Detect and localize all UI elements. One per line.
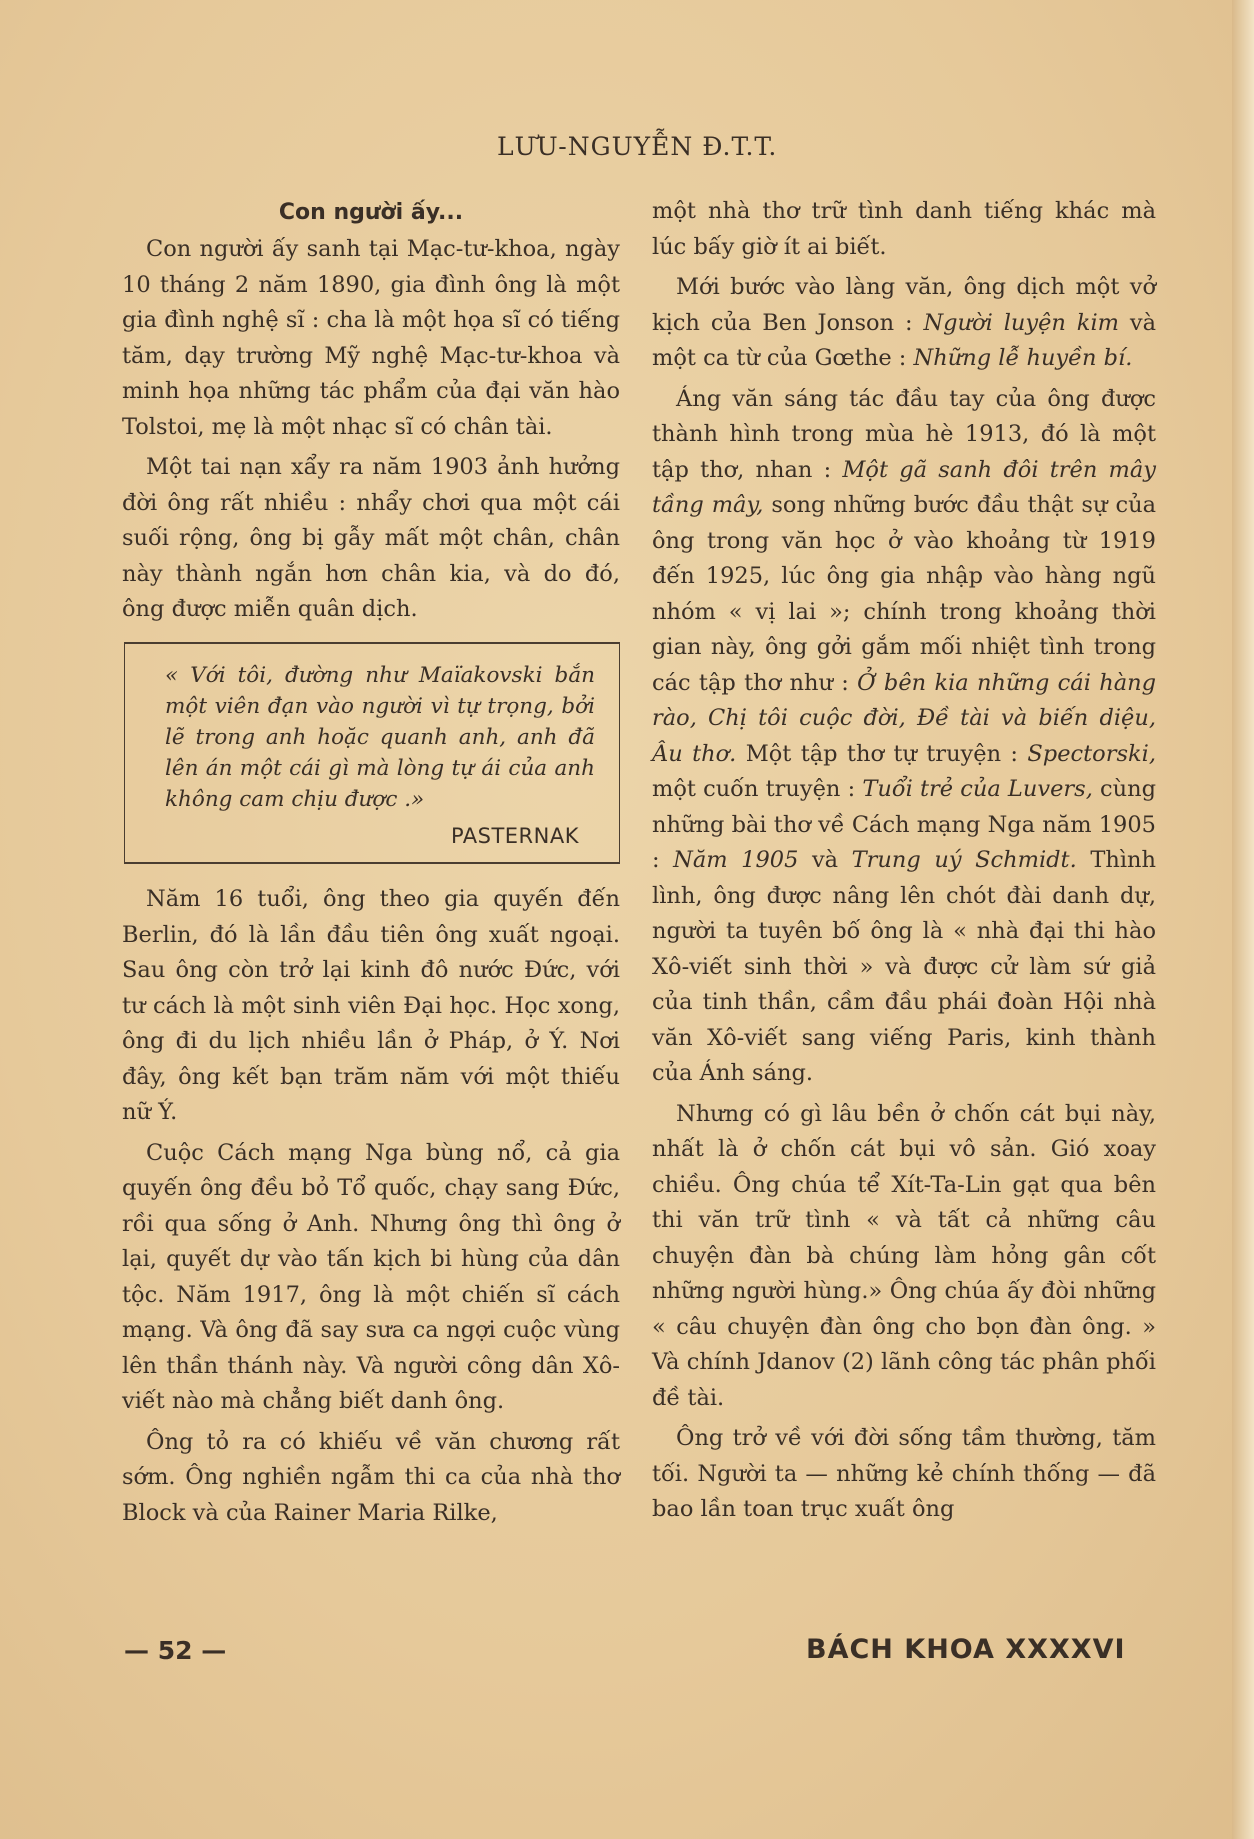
book-title: Năm 1905 xyxy=(673,847,799,873)
book-title: Trung uý Schmidt. xyxy=(851,847,1077,873)
pull-quote-box xyxy=(124,642,620,865)
paragraph: Cuộc Cách mạng Nga bùng nổ, cả gia quyến ông đều bỏ Tổ quốc, chạy sang Đức, rồi qua sống ở Anh. Nhưng ông thì ông ở lại, quyết dự vào tấn kịch bi hùng của dân tộc. Năm 1917, ông là một chiến sĩ cách mạng. Và ông đã say sưa ca ngợi cuộc vùng lên thần thánh này. Và người công dân Xô-viết nào mà chẳng biết danh ông. xyxy=(122,1139,620,1414)
text-run: Áng văn sáng tác đầu tay của ông được thành hình trong mùa hè 1913, đó là một tập thơ, nhan : xyxy=(652,385,1156,483)
paragraph xyxy=(652,270,1156,377)
paragraph: Con người ấy sanh tại Mạc-tư-khoa, ngày 10 tháng 2 năm 1890, gia đình ông là một gia đình nghệ sĩ : cha là một họa sĩ có tiếng tăm, dạy trường Mỹ nghệ Mạc-tư-khoa và minh họa những tác phẩm của đại văn hào Tolstoi, mẹ là một nhạc sĩ có chân tài. xyxy=(122,236,620,440)
left-column xyxy=(122,196,620,1531)
book-title: Một gã sanh đôi trên mây tầng mây, xyxy=(652,456,1156,518)
publication-name: BÁCH KHOA XXXXVI xyxy=(806,1634,1126,1665)
book-title: Tuổi trẻ của Luvers, xyxy=(862,776,1093,802)
paragraph xyxy=(652,382,1156,1092)
paragraph: Ông trở về với đời sống tầm thường, tăm tối. Người ta — những kẻ chính thống — đã bao lần toan trục xuất ông xyxy=(652,1425,1156,1522)
article-author: LƯU-NGUYỄN Đ.T.T. xyxy=(497,132,778,161)
book-title: Spectorski, xyxy=(1027,740,1156,767)
section-title: Con người ấy... xyxy=(278,200,464,225)
page-edge xyxy=(1232,0,1254,1839)
book-title: Ở bên kia những cái hàng rào, Chị tôi cuộc đời, Đề tài và biến diệu, Âu thơ. xyxy=(652,669,1156,767)
text-run: và một ca từ của Gœthe : xyxy=(652,309,1157,371)
quote-author: PASTERNAK xyxy=(450,823,579,848)
paragraph: Nhưng có gì lâu bền ở chốn cát bụi này, nhất là ở chốn cát bụi vô sản. Gió xoay chiều. Ông chúa tể Xít-Ta-Lin gạt qua bên thi văn trữ tình « và tất cả những câu chuyện đàn bà chúng làm hỏng gân cốt những người hùng.» Ông chúa ấy đòi những « câu chuyện đàn ông cho bọn đàn ông. » Và chính Jdanov (2) lãnh công tác phân phối đề tài. xyxy=(652,1100,1156,1411)
text-run: và xyxy=(798,847,852,873)
text-run: song những bước đầu thật sự của ông trong văn học ở vào khoảng từ 1919 đến 1925, lúc ông gia nhập vào hàng ngũ nhóm « vị lai »; chính trong khoảng thời gian này, ông gởi gắm mối nhiệt tình trong các tập thơ như : xyxy=(652,492,1156,696)
text-run: Một tập thơ tự truyện : xyxy=(736,740,1028,767)
page-number: — 52 — xyxy=(124,1636,227,1665)
book-title: Người luyện kim xyxy=(923,309,1119,336)
book-title: Những lễ huyền bí. xyxy=(913,345,1133,371)
right-column xyxy=(652,194,1156,1528)
paragraph: Một tai nạn xẩy ra năm 1903 ảnh hưởng đời ông rất nhiều : nhẩy chơi qua một cái suối rộng, ông bị gẫy mất một chân, chân này thành ngắn hơn chân kia, và do đó, ông được miễn quân dịch. xyxy=(122,454,620,622)
paragraph: một nhà thơ trữ tình danh tiếng khác mà lúc bấy giờ ít ai biết. xyxy=(652,198,1156,260)
paragraph: Năm 16 tuổi, ông theo gia quyến đến Berlin, đó là lần đầu tiên ông xuất ngoại. Sau ông còn trở lại kinh đô nước Đức, với tư cách là một sinh viên Đại học. Học xong, ông đi du lịch nhiều lần ở Pháp, ở Ý. Nơi đây, ông kết bạn trăm năm với một thiếu nữ Ý. xyxy=(122,886,620,1125)
text-run: Thình lình, ông được nâng lên chót đài danh dự, người ta tuyên bố ông là « nhà đại thi hào Xô-viết sinh thời » và được cử làm sứ giả của tinh thần, cầm đầu phái đoàn Hội nhà văn Xô-viết sang viếng Paris, kinh thành của Ánh sáng. xyxy=(652,847,1156,1086)
quote-text: « Với tôi, đường như Maïakovski bắn một viên đạn vào người vì tự trọng, bởi lẽ trong anh hoặc quanh anh, anh đã lên án một cái gì mà lòng tự ái của anh không cam chịu được .» xyxy=(165,662,595,812)
paragraph: Ông tỏ ra có khiếu về văn chương rất sớm. Ông nghiền ngẫm thi ca của nhà thơ Block và của Rainer Maria Rilke, xyxy=(122,1428,620,1526)
text-run: một cuốn truyện : xyxy=(652,776,863,802)
text-run: cùng những bài thơ về Cách mạng Nga năm 1905 : xyxy=(652,776,1156,873)
text-run: Mới bước vào làng văn, ông dịch một vở kịch của Ben Jonson : xyxy=(652,274,1156,336)
